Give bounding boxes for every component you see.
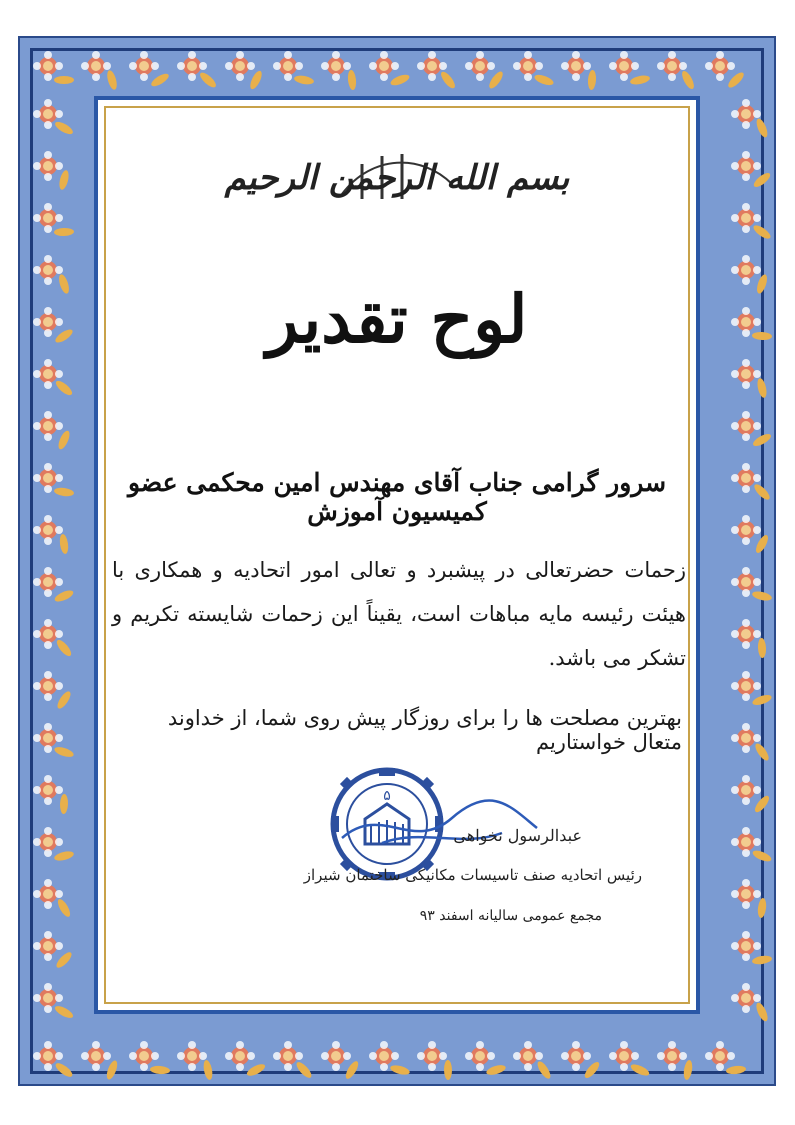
border-leaf xyxy=(53,850,74,863)
border-leaf xyxy=(245,1062,266,1078)
border-flower xyxy=(33,515,63,545)
border-leaf xyxy=(293,74,314,85)
border-flower xyxy=(225,51,255,81)
border-leaf xyxy=(752,482,772,502)
border-flower xyxy=(731,775,761,805)
border-flower xyxy=(225,1041,255,1071)
border-flower xyxy=(33,411,63,441)
border-leaf xyxy=(149,71,170,88)
signatory-title: رئیس اتحادیه صنف تاسیسات مکانیکی ساختمان شیراز xyxy=(303,866,642,884)
border-leaf xyxy=(726,1065,747,1075)
border-flower xyxy=(417,1041,447,1071)
certificate-content xyxy=(102,104,692,1006)
border-flower xyxy=(33,255,63,285)
border-flower xyxy=(33,151,63,181)
border-leaf xyxy=(726,70,746,90)
border-flower xyxy=(129,51,159,81)
border-leaf xyxy=(751,954,772,965)
assembly-date: مجمع عمومی سالیانه اسفند ۹۳ xyxy=(419,908,602,924)
seal-number: ۵ xyxy=(383,788,391,804)
border-flower xyxy=(321,1041,351,1071)
border-leaf xyxy=(754,117,769,139)
border-leaf xyxy=(587,70,596,91)
border-flower xyxy=(561,1041,591,1071)
border-leaf xyxy=(347,70,357,91)
border-leaf xyxy=(754,533,771,554)
border-flower xyxy=(657,1041,687,1071)
border-leaf xyxy=(682,1059,693,1080)
border-leaf xyxy=(487,70,505,91)
border-leaf xyxy=(56,429,71,451)
border-flower xyxy=(177,1041,207,1071)
border-leaf xyxy=(751,590,772,602)
closing-wish: بهترین مصلحت ها را برای روزگار پیش روی شما، از خداوند متعال خواستاریم xyxy=(167,706,682,754)
border-flower xyxy=(81,1041,111,1071)
border-flower xyxy=(731,983,761,1013)
border-flower xyxy=(705,1041,735,1071)
border-leaf xyxy=(533,73,555,87)
border-leaf xyxy=(680,69,696,90)
basmala-heading: بسم الله الرحمن الرحیم xyxy=(224,158,570,198)
border-leaf xyxy=(105,1059,120,1081)
border-flower xyxy=(731,515,761,545)
border-leaf xyxy=(58,169,71,190)
border-flower xyxy=(33,567,63,597)
border-leaf xyxy=(752,223,773,241)
border-leaf xyxy=(751,848,773,863)
border-leaf xyxy=(629,74,650,86)
border-leaf xyxy=(535,1059,553,1080)
border-flower xyxy=(33,827,63,857)
border-leaf xyxy=(54,950,74,970)
border-flower xyxy=(33,775,63,805)
border-flower xyxy=(465,51,495,81)
border-leaf xyxy=(202,1059,214,1080)
border-flower xyxy=(731,359,761,389)
border-leaf xyxy=(754,1001,770,1023)
border-leaf xyxy=(54,76,74,84)
border-flower xyxy=(465,1041,495,1071)
border-flower xyxy=(33,671,63,701)
border-leaf xyxy=(757,638,766,658)
border-leaf xyxy=(54,228,74,237)
border-flower xyxy=(33,51,63,81)
border-leaf xyxy=(753,794,772,815)
signatory-name: عبدالرسول نخواهی xyxy=(453,826,582,845)
border-flower xyxy=(731,151,761,181)
border-flower xyxy=(731,931,761,961)
border-leaf xyxy=(343,1059,360,1080)
appreciation-text: زحمات حضرتعالی در پیشبرد و تعالی امور اتحادیه و همکاری با هیئت رئیسه مایه مباهات است، یقیناً این زحمات شایسته تکریم و تشکر می باشد. xyxy=(112,558,686,670)
border-leaf xyxy=(198,70,218,89)
border-leaf xyxy=(751,432,772,449)
border-flower xyxy=(321,51,351,81)
border-flower xyxy=(731,619,761,649)
border-leaf xyxy=(53,1004,74,1020)
border-flower xyxy=(369,51,399,81)
border-leaf xyxy=(753,742,771,763)
border-leaf xyxy=(53,588,75,603)
border-flower xyxy=(81,51,111,81)
border-leaf xyxy=(485,1063,506,1076)
border-leaf xyxy=(629,1062,651,1078)
certificate-title: لوح تقدیر xyxy=(266,280,528,358)
border-leaf xyxy=(59,534,70,555)
border-leaf xyxy=(54,487,75,498)
border-leaf xyxy=(57,273,71,294)
border-flower xyxy=(731,411,761,441)
border-leaf xyxy=(444,1060,452,1080)
border-flower xyxy=(731,671,761,701)
border-leaf xyxy=(60,794,69,814)
border-flower xyxy=(705,51,735,81)
border-leaf xyxy=(752,171,773,190)
border-leaf xyxy=(53,327,74,345)
border-flower xyxy=(731,879,761,909)
border-leaf xyxy=(757,898,767,919)
border-leaf xyxy=(752,331,772,340)
border-leaf xyxy=(54,1061,75,1079)
border-leaf xyxy=(755,273,769,295)
border-flower xyxy=(33,307,63,337)
border-leaf xyxy=(56,897,73,918)
border-leaf xyxy=(751,693,773,707)
border-leaf xyxy=(389,73,411,88)
border-leaf xyxy=(439,70,458,91)
border-leaf xyxy=(54,379,74,398)
border-leaf xyxy=(294,1060,313,1080)
border-leaf xyxy=(53,120,74,137)
border-flower xyxy=(731,255,761,285)
border-leaf xyxy=(55,689,73,710)
border-flower xyxy=(33,931,63,961)
border-leaf xyxy=(150,1065,171,1075)
border-flower xyxy=(33,203,63,233)
border-leaf xyxy=(389,1064,410,1077)
border-leaf xyxy=(756,377,768,398)
border-leaf xyxy=(55,638,74,658)
border-leaf xyxy=(248,69,264,90)
border-flower xyxy=(561,51,591,81)
recipient-line: سرور گرامی جناب آقای مهندس امین محکمی عضو کمیسیون آموزش xyxy=(127,468,667,526)
border-leaf xyxy=(105,69,118,90)
border-leaf xyxy=(53,745,74,759)
border-leaf xyxy=(582,1060,601,1080)
border-flower xyxy=(609,51,639,81)
border-flower xyxy=(731,99,761,129)
